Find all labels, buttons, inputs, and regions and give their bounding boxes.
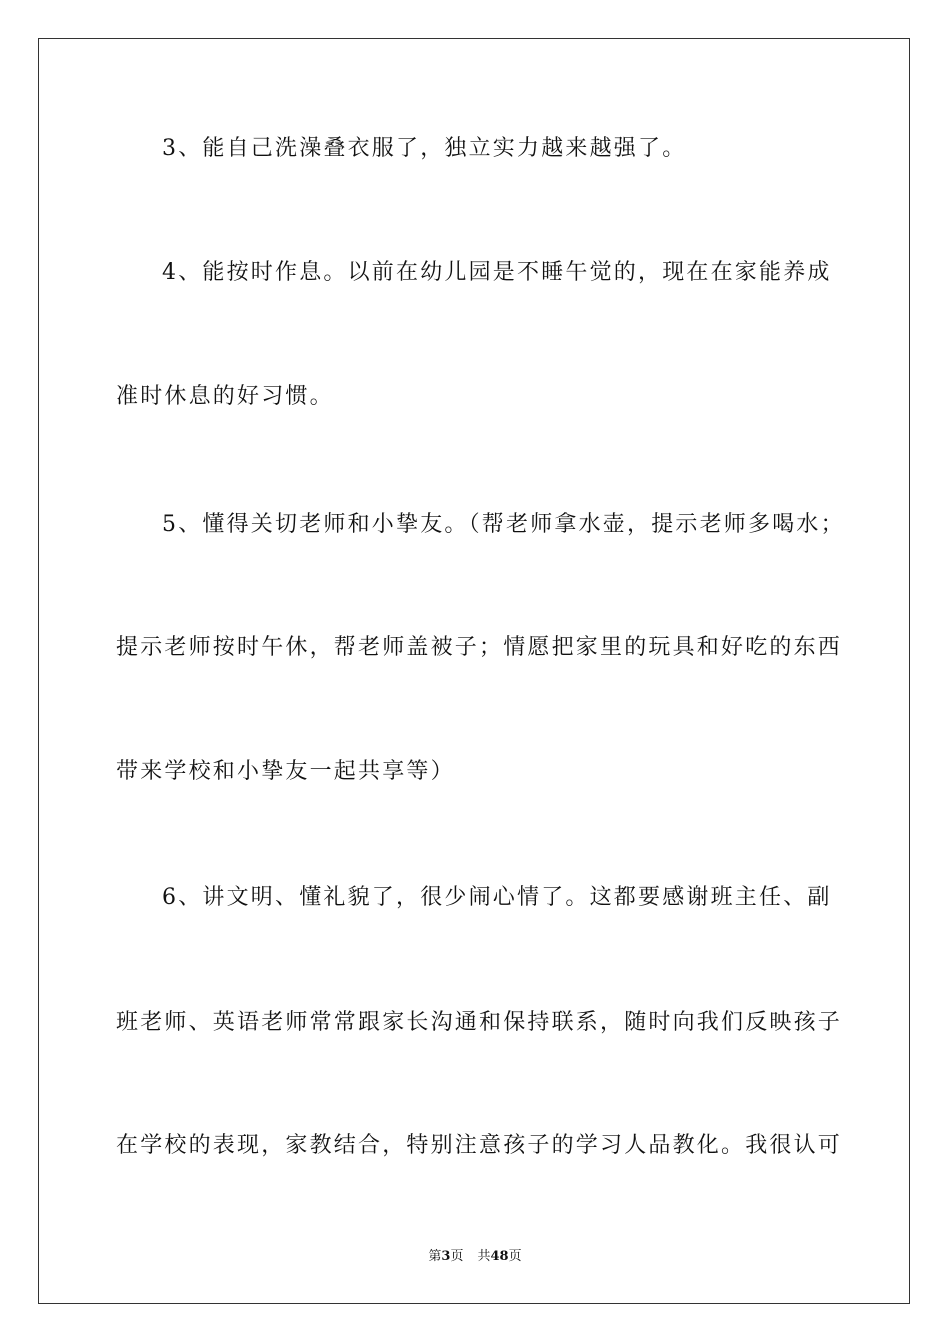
paragraph-5-line-3: 带来学校和小挚友一起共享等）	[116, 759, 455, 784]
paragraph-6-line-3: 在学校的表现，家教结合，特别注意孩子的学习人品教化。我很认可	[116, 1133, 843, 1158]
page-suffix: 页	[450, 1249, 464, 1264]
paragraph-6-line-2: 班老师、英语老师常常跟家长沟通和保持联系，随时向我们反映孩子	[116, 1010, 843, 1035]
paragraph-3-line-1: 3、能自己洗澡叠衣服了，独立实力越来越强了。	[162, 136, 687, 161]
total-pages: 48	[490, 1249, 509, 1264]
paragraph-4-line-1: 4、能按时作息。以前在幼儿园是不睡午觉的，现在在家能养成	[162, 260, 832, 285]
total-prefix: 共	[477, 1249, 491, 1264]
paragraph-5-line-1: 5、懂得关切老师和小挚友。（帮老师拿水壶，提示老师多喝水；	[162, 512, 845, 537]
page-border	[38, 38, 910, 1304]
page-footer	[0, 1248, 950, 1266]
page-prefix: 第	[428, 1249, 442, 1264]
paragraph-4-line-2: 准时休息的好习惯。	[116, 384, 334, 409]
paragraph-6-line-1: 6、讲文明、懂礼貌了，很少闹心情了。这都要感谢班主任、副	[162, 885, 832, 910]
total-suffix: 页	[508, 1249, 522, 1264]
page-number: 3	[441, 1249, 451, 1264]
paragraph-5-line-2: 提示老师按时午休，帮老师盖被子；情愿把家里的玩具和好吃的东西	[116, 635, 843, 660]
